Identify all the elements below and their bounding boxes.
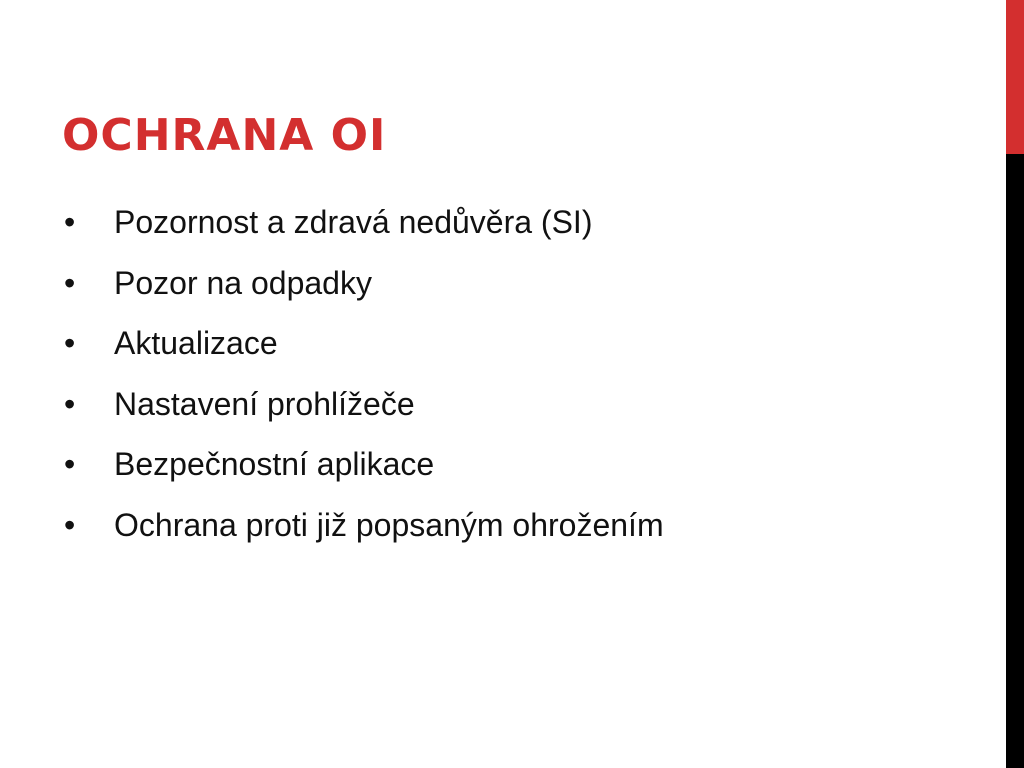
bullet-item [62,501,664,562]
bullet-item [62,440,664,501]
bullet-icon: • [64,385,76,422]
bullet-list [62,198,664,561]
bullet-icon: • [64,325,76,361]
bullet-icon: • [64,204,76,240]
bullet-text: Ochrana proti již popsaným ohrožením [114,506,664,543]
bullet-item [62,319,664,380]
bullet-text: Bezpečnostní aplikace [114,446,435,482]
bullet-text: Aktualizace [114,325,278,361]
bullet-icon: • [64,506,76,543]
bullet-text: Pozornost a zdravá nedůvěra (SI) [114,204,593,240]
bullet-text: Nastavení prohlížeče [114,385,415,422]
bullet-item [62,259,664,320]
side-accent-bar-red [1006,0,1024,154]
slide-title: OCHRANA OI [62,110,387,161]
side-accent-bar-black [1006,154,1024,768]
bullet-text: Pozor na odpadky [114,264,372,301]
bullet-icon: • [64,264,76,301]
bullet-icon: • [64,446,76,482]
bullet-item [62,380,664,441]
bullet-item [62,198,664,259]
